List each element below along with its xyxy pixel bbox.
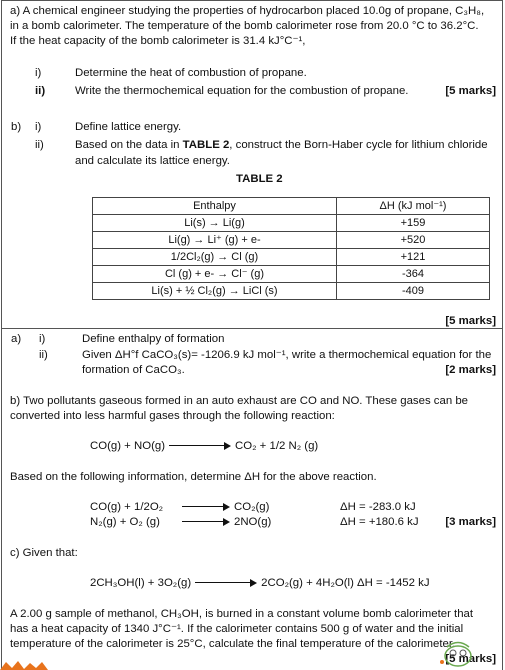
eq1-right: CO₂(g) bbox=[234, 501, 270, 513]
table-cell: 1/2Cl₂(g) → Cl (g) bbox=[93, 249, 337, 266]
q2-b-reaction bbox=[90, 439, 318, 454]
table-row bbox=[93, 266, 490, 283]
q-b-ii-num: ii) bbox=[35, 139, 44, 151]
eq1-arrow-row bbox=[178, 500, 269, 515]
q2-c-label: c) Given that: bbox=[10, 547, 78, 559]
table-row bbox=[93, 249, 490, 266]
q2-b-marks: [3 marks] bbox=[445, 516, 496, 528]
q-b-ii-text1 bbox=[75, 138, 488, 153]
q2-a-marks: [2 marks] bbox=[445, 364, 496, 376]
q2-b-line1: b) Two pollutants gaseous formed in an auto exhaust are CO and NO. These gases can be bbox=[10, 395, 469, 407]
q-a-line3: If the heat capacity of the bomb calorimeter is 31.4 kJ°C⁻¹, bbox=[10, 35, 306, 47]
eq1-dh: ΔH = -283.0 kJ bbox=[340, 501, 416, 513]
q-a-ii-text: Write the thermochemical equation for the combustion of propane. bbox=[75, 85, 409, 97]
question-box-2 bbox=[1, 328, 503, 670]
eq2-right: 2NO(g) bbox=[234, 516, 272, 528]
q2-a-ii-text1: Given ΔH°f CaCO₃(s)= -1206.9 kJ mol⁻¹, write a thermochemical equation for the bbox=[82, 349, 492, 361]
q2-c-line1: A 2.00 g sample of methanol, CH₃OH, is burned in a constant volume bomb calorimeter that bbox=[10, 608, 474, 620]
reaction-products: CO₂ + 1/2 N₂ (g) bbox=[235, 440, 319, 452]
q-a-line1: a) A chemical engineer studying the properties of hydrocarbon placed 10.0g of propane, C₃H₈, bbox=[10, 5, 485, 17]
eq2-arrow-row bbox=[178, 515, 271, 530]
q-b-ii-pre: Based on the data in bbox=[75, 139, 183, 151]
q2-b-line2: converted into less harmful gases through the following reaction: bbox=[10, 410, 335, 422]
eq2-dh: ΔH = +180.6 kJ bbox=[340, 516, 419, 528]
q2-a-ii-text2: formation of CaCO₃. bbox=[82, 364, 185, 376]
table-header-cell: Enthalpy bbox=[93, 198, 337, 215]
q2-c-products: 2CO₂(g) + 4H₂O(l) ΔH = -1452 kJ bbox=[261, 577, 430, 589]
eq2-arrow bbox=[182, 518, 230, 526]
table-title: TABLE 2 bbox=[236, 173, 283, 185]
q-a-marks: [5 marks] bbox=[445, 85, 496, 97]
q2-a-i-num: i) bbox=[39, 333, 46, 345]
table-cell: -409 bbox=[337, 283, 490, 300]
table-cell: Li(g) → Li⁺ (g) + e- bbox=[93, 232, 337, 249]
table-cell: +520 bbox=[337, 232, 490, 249]
table-cell: +121 bbox=[337, 249, 490, 266]
enthalpy-table bbox=[92, 197, 490, 300]
reaction-arrow bbox=[169, 442, 231, 450]
table-header-cell: ΔH (kJ mol⁻¹) bbox=[337, 198, 490, 215]
q-a-ii-num: ii) bbox=[35, 85, 46, 97]
table-cell: Li(s) + ½ Cl₂(g) → LiCl (s) bbox=[93, 283, 337, 300]
q2-c-reactants: 2CH₃OH(l) + 3O₂(g) bbox=[90, 577, 192, 589]
q2-c-line3: temperature of the calorimeter is 25°C, calculate the final temperature of the calorimeter. bbox=[10, 638, 456, 650]
reaction-reactants: CO(g) + NO(g) bbox=[90, 440, 165, 452]
q2-c-reaction bbox=[90, 576, 430, 591]
q-a-i-num: i) bbox=[35, 67, 42, 79]
table-cell: Li(s) → Li(g) bbox=[93, 215, 337, 232]
question-box-1 bbox=[1, 0, 503, 329]
table-cell: -364 bbox=[337, 266, 490, 283]
q-b-label: b) bbox=[11, 121, 22, 133]
eq1-arrow bbox=[182, 503, 230, 511]
table-header-row bbox=[93, 198, 490, 215]
mascot-icon bbox=[435, 638, 481, 668]
q-a-line2: in a bomb calorimeter. The temperature of the bomb calorimeter rose from 20.0 °C to 36.2°C. bbox=[10, 20, 479, 32]
q2-c-marks: [5 marks] bbox=[445, 653, 496, 665]
q-b-marks: [5 marks] bbox=[445, 315, 496, 327]
eq2-left: N₂(g) + O₂ (g) bbox=[90, 516, 160, 528]
q-b-ii-text2: and calculate its lattice energy. bbox=[75, 155, 230, 167]
q-b-ii-bold: TABLE 2 bbox=[182, 139, 230, 151]
q2-a-i-text: Define enthalpy of formation bbox=[82, 333, 225, 345]
eq1-left: CO(g) + 1/2O₂ bbox=[90, 501, 164, 513]
logo-icon bbox=[0, 660, 48, 670]
q-b-ii-post: , construct the Born-Haber cycle for lithium chloride bbox=[229, 139, 488, 151]
q-b-i-num: i) bbox=[35, 121, 42, 133]
table-cell: Cl (g) + e- → Cl⁻ (g) bbox=[93, 266, 337, 283]
table-cell: +159 bbox=[337, 215, 490, 232]
q2-a-label: a) bbox=[11, 333, 22, 345]
table-row bbox=[93, 232, 490, 249]
q2-b-info: Based on the following information, determine ΔH for the above reaction. bbox=[10, 471, 377, 483]
q-b-i-text: Define lattice energy. bbox=[75, 121, 182, 133]
table-row bbox=[93, 283, 490, 300]
q-a-i-text: Determine the heat of combustion of propane. bbox=[75, 67, 307, 79]
q2-c-arrow bbox=[195, 579, 257, 587]
table-row bbox=[93, 215, 490, 232]
q2-c-line2: has a heat capacity of 1340 J°C⁻¹. If the calorimeter contains 500 g of water and the initial bbox=[10, 623, 464, 635]
q2-a-ii-num: ii) bbox=[39, 349, 48, 361]
